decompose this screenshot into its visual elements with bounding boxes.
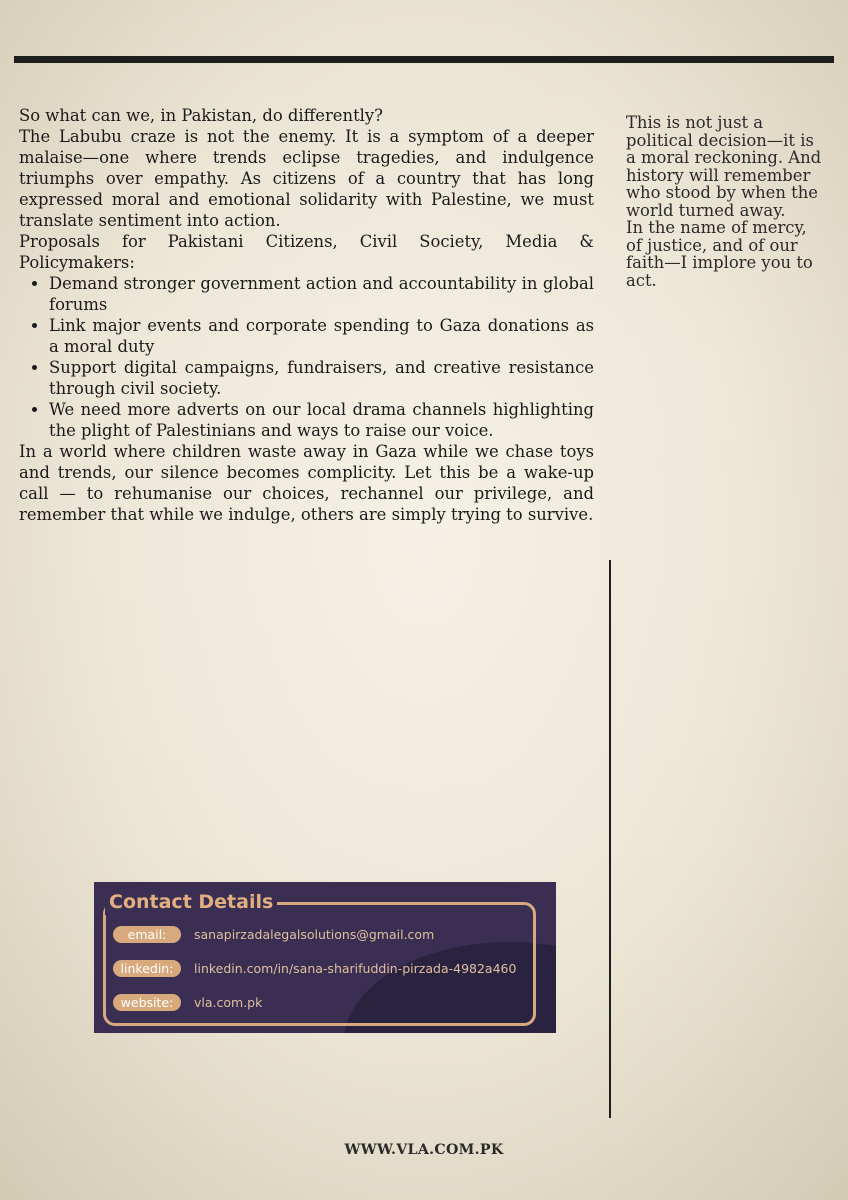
sidebar-paragraph: This is not just a political decision—it is a moral reckoning. And history will remember who stood by when the world turned away. bbox=[626, 113, 822, 220]
contact-row-website bbox=[113, 994, 262, 1011]
article-intro: The Labubu craze is not the enemy. It is a symptom of a deeper malaise—one where trends eclipse tragedies, and indulgence triumphs over empathy. As citizens of a country that has long expressed moral and emotional solidarity with Palestine, we must translate sentiment into action. bbox=[19, 127, 594, 230]
email-link[interactable]: sanapirzadalegalsolutions@gmail.com bbox=[194, 927, 435, 942]
article-question: So what can we, in Pakistan, do differently? bbox=[19, 106, 383, 125]
proposals-list bbox=[19, 273, 594, 441]
footer-url[interactable]: WWW.VLA.COM.PK bbox=[344, 1142, 504, 1158]
header-rule bbox=[14, 56, 834, 63]
contact-row-email bbox=[113, 926, 434, 943]
article-closing: In a world where children waste away in Gaza while we chase toys and trends, our silence becomes complicity. Let this be a wake-up call — to rehumanise our choices, rechannel our privilege, and remember that while we indulge, others are simply trying to survive. bbox=[19, 442, 594, 524]
article-body bbox=[19, 105, 594, 525]
proposals-heading: Proposals for Pakistani Citizens, Civil Society, Media & Policymakers: bbox=[19, 232, 594, 272]
email-label: email: bbox=[113, 926, 181, 943]
linkedin-link[interactable]: linkedin.com/in/sana-sharifuddin-pirzada-4982a460 bbox=[194, 961, 517, 976]
column-divider bbox=[609, 560, 611, 1118]
linkedin-label: linkedin: bbox=[113, 960, 181, 977]
contact-card bbox=[94, 882, 556, 1033]
list-item: • Link major events and corporate spending to Gaza donations as a moral duty bbox=[49, 315, 594, 357]
website-link[interactable]: vla.com.pk bbox=[194, 995, 263, 1010]
website-label: website: bbox=[113, 994, 181, 1011]
list-item: • Support digital campaigns, fundraisers, and creative resistance through civil society. bbox=[49, 357, 594, 399]
list-item: • Demand stronger government action and accountability in global forums bbox=[49, 273, 594, 315]
list-item: • We need more adverts on our local drama channels highlighting the plight of Palestinians and ways to raise our voice. bbox=[49, 399, 594, 441]
contact-row-linkedin bbox=[113, 960, 516, 977]
sidebar-quote bbox=[626, 114, 822, 289]
contact-title: Contact Details bbox=[105, 889, 277, 915]
sidebar-paragraph: In the name of mercy, of justice, and of our faith—I implore you to act. bbox=[626, 218, 813, 290]
